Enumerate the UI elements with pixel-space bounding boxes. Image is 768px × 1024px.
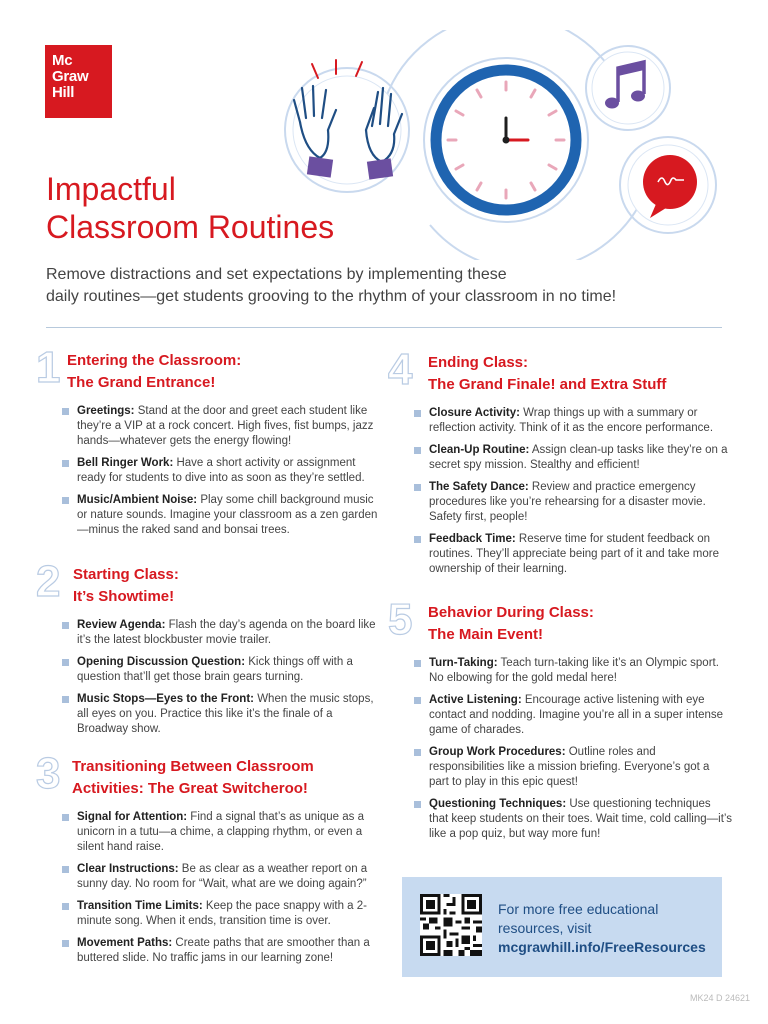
list-item bbox=[402, 797, 732, 842]
page-title bbox=[46, 170, 334, 246]
bullet-icon bbox=[62, 866, 69, 873]
bullet-icon bbox=[414, 484, 421, 491]
divider bbox=[46, 327, 722, 328]
item-text: Review and practice emergency procedures like you’re rehearsing for a disaster movie. Safety first, people! bbox=[429, 481, 706, 523]
section-number: 2 bbox=[36, 557, 61, 606]
item-text: Have a short activity or assignment ready for students to dive into as soon as they’re settled. bbox=[77, 457, 365, 484]
item-label: Turn-Taking: bbox=[429, 657, 498, 669]
item-label: Music/Ambient Noise: bbox=[77, 494, 198, 506]
title-line-1: Impactful bbox=[46, 171, 176, 207]
bullet-icon bbox=[414, 749, 421, 756]
list-item bbox=[50, 862, 380, 892]
intro-line-1: Remove distractions and set expectations by implementing these bbox=[46, 266, 507, 283]
section-title-line-1: Behavior During Class: bbox=[428, 604, 594, 621]
intro-line-2: daily routines—get students grooving to the rhythm of your classroom in no time! bbox=[46, 288, 617, 305]
speech-bubble-icon bbox=[620, 137, 716, 233]
section-number: 4 bbox=[388, 345, 413, 394]
section-title bbox=[73, 564, 179, 608]
item-text: Outline roles and responsibilities like a mission briefing. Everyone’s got a part to play in this epic quest! bbox=[429, 746, 710, 788]
bullet-icon bbox=[414, 536, 421, 543]
section-title-line-2: The Main Event! bbox=[428, 626, 544, 643]
section-starting-class bbox=[36, 557, 380, 744]
callout-text bbox=[498, 900, 706, 957]
item-text: Stand at the door and greet each student like they’re a VIP at a rock concert. High fives, fist bumps, jazz hands—whatever gets the energy flowing! bbox=[77, 405, 374, 447]
list-item bbox=[50, 810, 380, 855]
list-item bbox=[50, 493, 380, 538]
item-label: Greetings: bbox=[77, 405, 135, 417]
bullet-icon bbox=[62, 622, 69, 629]
logo-line-3: Hill bbox=[52, 84, 75, 101]
document-code: MK24 D 24621 bbox=[690, 993, 751, 1003]
item-text: Keep the pace snappy with a 2-minute song. When it ends, transition time is over. bbox=[77, 900, 367, 927]
item-label: Signal for Attention: bbox=[77, 811, 188, 823]
item-label: Movement Paths: bbox=[77, 937, 173, 949]
section-ending-class bbox=[388, 345, 732, 584]
section-transitioning bbox=[36, 749, 380, 973]
item-text: Create paths that are smoother than a buttered slide. No traffic jams in our learning zone! bbox=[77, 937, 370, 964]
item-text: Assign clean-up tasks like they’re on a secret spy mission. Stealthy and efficient! bbox=[429, 444, 728, 471]
section-title-line-1: Starting Class: bbox=[73, 566, 179, 583]
logo-line-2: Graw bbox=[52, 68, 89, 85]
item-label: Opening Discussion Question: bbox=[77, 656, 246, 668]
section-number: 1 bbox=[36, 343, 61, 392]
list-item bbox=[50, 655, 380, 685]
item-text: Reserve time for student feedback on routines. They’ll appreciate being part of it and take more ownership of their learning. bbox=[429, 533, 720, 575]
bullet-icon bbox=[62, 497, 69, 504]
section-title-line-1: Entering the Classroom: bbox=[67, 352, 242, 369]
list-item bbox=[402, 693, 732, 738]
item-label: Active Listening: bbox=[429, 694, 522, 706]
list-item bbox=[50, 404, 380, 449]
item-label: Feedback Time: bbox=[429, 533, 516, 545]
item-text: Teach turn-taking like it’s an Olympic sport. No elbowing for the gold medal here! bbox=[429, 657, 719, 684]
section-number: 5 bbox=[388, 595, 413, 644]
section-behavior bbox=[388, 595, 732, 849]
section-title-line-2: It’s Showtime! bbox=[73, 588, 175, 605]
bullet-icon bbox=[414, 801, 421, 808]
item-label: Music Stops—Eyes to the Front: bbox=[77, 693, 254, 705]
item-text: Be as clear as a weather report on a sunny day. No room for “Wait, what are we doing again?” bbox=[77, 863, 368, 890]
list-item bbox=[402, 406, 732, 436]
item-text: Use questioning techniques that keep students on their toes. Wait time, cold calling—it’s like a pop quiz, but way more fun! bbox=[429, 798, 732, 840]
section-number: 3 bbox=[36, 749, 61, 798]
list-item bbox=[402, 532, 732, 577]
list-item bbox=[402, 745, 732, 790]
item-text: Kick things off with a question that’ll get those brain gears turning. bbox=[77, 656, 353, 683]
resources-callout bbox=[402, 877, 722, 977]
section-title-line-2: The Grand Finale! and Extra Stuff bbox=[428, 376, 667, 393]
list-item bbox=[50, 692, 380, 737]
clock-icon bbox=[424, 58, 588, 222]
item-text: Encourage active listening with eye contact and nodding. Imagine you’re all in a super intense game of charades. bbox=[429, 694, 724, 736]
item-label: Clean-Up Routine: bbox=[429, 444, 530, 456]
item-label: Clear Instructions: bbox=[77, 863, 179, 875]
item-text: Find a signal that’s as unique as a unicorn in a tutu—a chime, a clapping rhythm, or even a silent hand raise. bbox=[77, 811, 364, 853]
list-item bbox=[402, 480, 732, 525]
bullet-icon bbox=[414, 410, 421, 417]
section-title bbox=[67, 350, 241, 394]
bullet-icon bbox=[62, 940, 69, 947]
bullet-icon bbox=[414, 697, 421, 704]
bullet-icon bbox=[62, 460, 69, 467]
item-text: Flash the day’s agenda on the board like it’s the latest blockbuster movie trailer. bbox=[77, 619, 376, 646]
callout-line-2: resources, visit bbox=[498, 920, 592, 936]
item-label: Closure Activity: bbox=[429, 407, 520, 419]
music-note-icon bbox=[586, 46, 670, 130]
bullet-icon bbox=[62, 696, 69, 703]
hero-illustration bbox=[270, 30, 740, 260]
section-title-line-2: Activities: The Great Switcheroo! bbox=[72, 780, 308, 797]
item-label: Bell Ringer Work: bbox=[77, 457, 174, 469]
item-label: The Safety Dance: bbox=[429, 481, 529, 493]
item-text: When the music stops, all eyes on you. Practice this like it’s the finale of a Broadway show. bbox=[77, 693, 374, 735]
section-entering-classroom bbox=[36, 343, 380, 545]
list-item bbox=[50, 936, 380, 966]
bullet-icon bbox=[414, 660, 421, 667]
title-line-2: Classroom Routines bbox=[46, 209, 335, 245]
item-text: Play some chill background music or nature sounds. Imagine your classroom as a zen garden—minus the raked sand and bonsai trees. bbox=[77, 494, 378, 536]
list-item bbox=[402, 443, 732, 473]
logo-line-1: Mc bbox=[52, 52, 73, 69]
section-title-line-2: The Grand Entrance! bbox=[67, 374, 216, 391]
section-title-line-1: Transitioning Between Classroom bbox=[72, 758, 314, 775]
list-item bbox=[50, 456, 380, 486]
intro-text bbox=[46, 264, 726, 308]
item-label: Transition Time Limits: bbox=[77, 900, 203, 912]
list-item bbox=[50, 899, 380, 929]
section-title-line-1: Ending Class: bbox=[428, 354, 529, 371]
item-label: Questioning Techniques: bbox=[429, 798, 567, 810]
resources-link[interactable]: mcgrawhill.info/FreeResources bbox=[498, 939, 706, 955]
item-label: Review Agenda: bbox=[77, 619, 166, 631]
section-title bbox=[428, 602, 594, 646]
item-label: Group Work Procedures: bbox=[429, 746, 566, 758]
bullet-icon bbox=[414, 447, 421, 454]
callout-line-1: For more free educational bbox=[498, 901, 659, 917]
bullet-icon bbox=[62, 903, 69, 910]
list-item bbox=[402, 656, 732, 686]
bullet-icon bbox=[62, 814, 69, 821]
item-text: Wrap things up with a summary or reflection activity. Think of it as the encore performance. bbox=[429, 407, 714, 434]
bullet-icon bbox=[62, 659, 69, 666]
section-title bbox=[72, 756, 314, 800]
mcgraw-hill-logo bbox=[45, 45, 112, 118]
list-item bbox=[50, 618, 380, 648]
section-title bbox=[428, 352, 666, 396]
qr-code-icon[interactable] bbox=[420, 894, 482, 956]
bullet-icon bbox=[62, 408, 69, 415]
